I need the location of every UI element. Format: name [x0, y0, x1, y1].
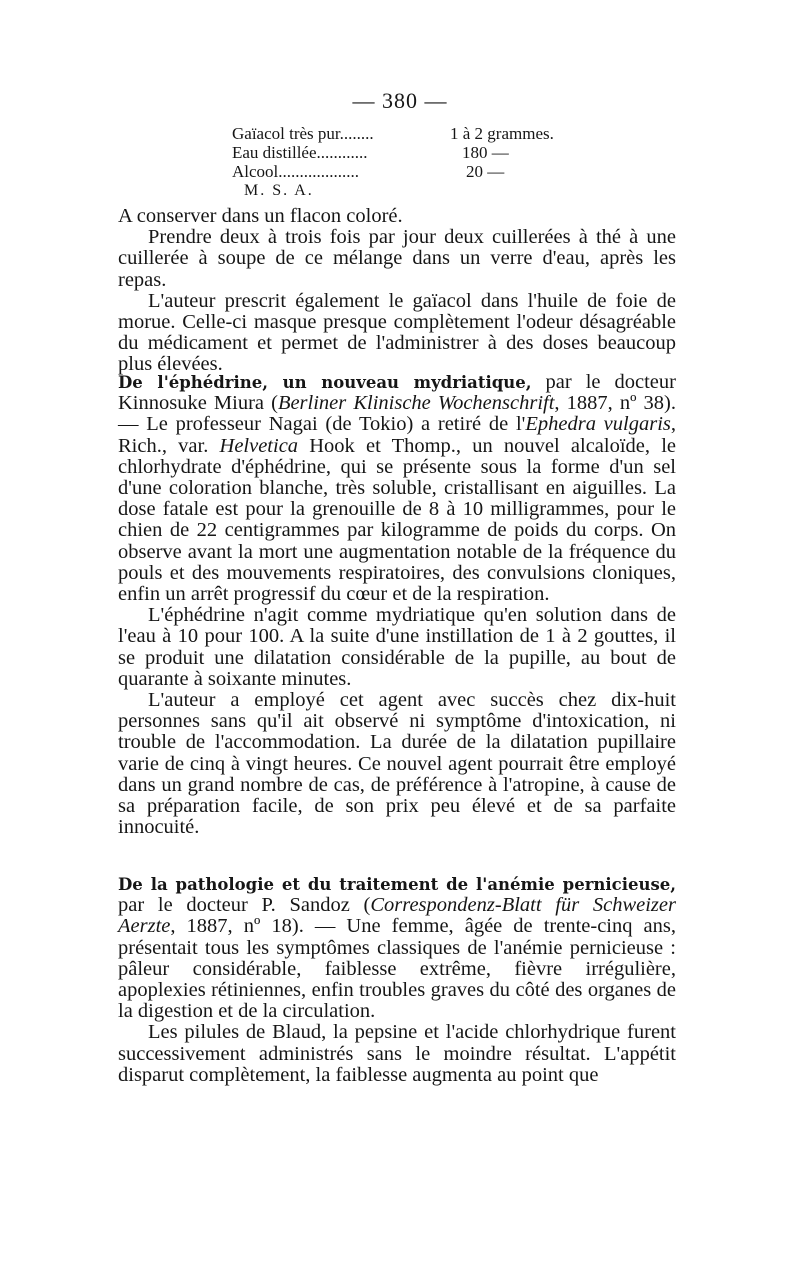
text-span: , Rich., var.	[118, 413, 677, 457]
journal-title: Berliner Klinische Wochenschrift	[277, 392, 555, 415]
article-heading: De l'éphédrine, un nouveau mydriatique,	[118, 373, 532, 392]
paragraph: Les pilules de Blaud, la pepsine et l'acide chlorhydrique furent successivement administrés sans le moindre résultat. L'appétit disparut complètement, la faiblesse augmenta au point que	[118, 1021, 676, 1086]
plant-name: Ephedra vulgaris	[525, 413, 671, 436]
text-span: , 1887, nº 18). — Une femme, âgée de trente-cinq ans, présentait tous les symptômes classiques de l'anémie pernicieuse : pâleur considérable, faiblesse extrême, fièvre irrégulière, apoplexies rétiniennes, enfin troubles graves du côté des organes de la digestion et de la circulation.	[118, 915, 676, 1023]
paragraph	[118, 874, 676, 1022]
variety-name: Helvetica	[219, 434, 299, 457]
journal-title: Correspondenz-Blatt für Schweizer Aerzte	[118, 894, 676, 938]
formula-instruction: M. S. A.	[244, 182, 314, 199]
ingredient-quantity: 180 —	[462, 143, 509, 162]
prescription-formula	[222, 124, 582, 200]
ingredient-quantity: 20 —	[466, 162, 505, 181]
text-span: , 1887, nº 38). — Le professeur Nagai (de Tokio) a retiré de l'	[118, 392, 676, 436]
paragraph: L'auteur a employé cet agent avec succès chez dix-huit personnes sans qu'il ait observé ni symptôme d'intoxication, ni trouble de l'accommodation. La durée de la dilatation pupillaire varie de cinq à vingt heures. Ce nouvel agent pourrait être employé dans un grand nombre de cas, de préférence à l'atropine, à cause de sa préparation facile, de son prix peu élevé et de sa parfaite innocuité.	[118, 689, 676, 839]
paragraph: L'auteur prescrit également le gaïacol dans l'huile de foie de morue. Celle-ci masque presque complètement l'odeur désagréable du médicament et permet de l'administrer à des doses beaucoup plus élevées.	[118, 289, 676, 376]
ingredient-name: Eau distillée............	[232, 143, 368, 162]
page-number: — 380 —	[352, 88, 448, 113]
paragraph	[118, 372, 676, 605]
ingredient-name: Gaïacol très pur........	[232, 124, 374, 143]
ingredient-name: Alcool...................	[232, 162, 360, 181]
formula-row	[222, 162, 582, 181]
article-heading: De la pathologie et du traitement de l'anémie pernicieuse,	[118, 875, 676, 894]
ingredient-quantity: 1 à 2 grammes.	[450, 124, 554, 143]
paragraph: A conserver dans un flacon coloré.	[118, 205, 403, 227]
section-gaiacol	[118, 206, 676, 376]
formula-row	[222, 124, 582, 143]
text-span: Hook et Thomp., un nouvel alcaloïde, le chlorhydrate d'éphédrine, qui se présente sous la forme d'un sel d'une coloration blanche, très soluble, cristallisant en aiguilles. La dose fatale est pour la grenouille de 8 à 10 milligrammes, pour le chien de 22 centigrammes par kilogramme de poids du corps. On observe avant la mort une augmentation notable de la fréquence du pouls et des mouvements respiratoires, des convulsions cloniques, enfin un arrêt progressif du cœur et de la respiration.	[118, 434, 676, 606]
section-ephedrine	[118, 372, 676, 838]
text-span: par le docteur P. Sandoz (	[118, 894, 371, 917]
text-span: par le docteur Kinnosuke Miura (	[118, 371, 676, 415]
formula-row	[222, 181, 582, 200]
formula-row	[222, 143, 582, 162]
paragraph: L'éphédrine n'agit comme mydriatique qu'en solution dans de l'eau à 10 pour 100. A la suite d'une instillation de 1 à 2 gouttes, il se produit une dilatation considérable de la pupille, au bout de quarante à soixante minutes.	[118, 604, 676, 690]
paragraph: Prendre deux à trois fois par jour deux cuillerées à thé à une cuillerée à soupe de ce mélange dans un verre d'eau, après les repas.	[118, 226, 676, 291]
section-anemie	[118, 874, 676, 1086]
